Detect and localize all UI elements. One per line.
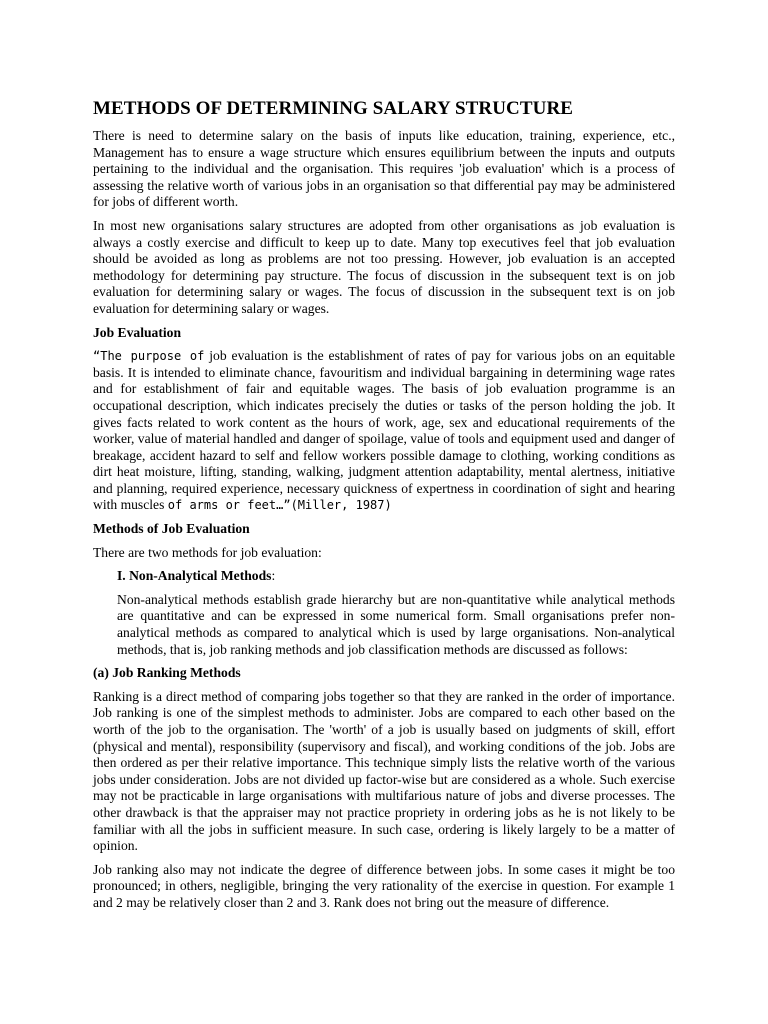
- job-ranking-paragraph-1: Ranking is a direct method of comparing jobs together so that they are ranked in the order of importance. Job ranking is one of the simplest methods to administer. Jobs are compared to each other based on the worth of the job to the organisation. The 'worth' of a job is usually based on judgments of skill, effort (physical and mental), responsibility (supervisory and fiscal), and working conditions of the job. Jobs are then ordered as per their relative importance. This technique simply lists the relative worth of the various jobs under consideration. Jobs are not divided up factor-wise but are considered as a whole. Such exercise may not be practicable in large organisations with multifarious nature of jobs and diverse processes. The other drawback is that the appraiser may not practice propriety in ordering jobs as he is not likely to be familiar with all the jobs in sufficient measure. In such case, ordering is likely largely to be a matter of opinion.: [93, 688, 675, 854]
- job-ranking-paragraph-2: Job ranking also may not indicate the degree of difference between jobs. In some cases it might be too pronounced; in others, negligible, bringing the very rationality of the exercise in question. For example 1 and 2 may be relatively closer than 2 and 3. Rank does not bring out the measure of difference.: [93, 861, 675, 910]
- document-page: [93, 97, 675, 919]
- job-evaluation-heading: Job Evaluation: [93, 324, 182, 340]
- methods-heading: Methods of Job Evaluation: [93, 521, 250, 537]
- non-analytical-heading-line: [117, 568, 675, 585]
- intro-paragraph-2: In most new organisations salary structures are adopted from other organisations as job evaluation is always a costly exercise and difficult to keep up to date. Many top executives feel that job evaluation should be avoided as long as problems are not too pressing. However, job evaluation is an accepted methodology for determining pay structure. The focus of discussion in the subsequent text is on job evaluation for determining salary or wages. The focus of discussion in the subsequent text is on job evaluation for determining salary or wages.: [93, 217, 675, 316]
- intro-paragraph-1: There is need to determine salary on the basis of inputs like education, training, experience, etc., Management has to ensure a wage structure which ensures equilibrium between the inputs and outputs pertaining to the individual and the organisation. This requires 'job evaluation' which is a process of assessing the relative worth of various jobs in an organisation so that differential pay may be administered for jobs of different worth.: [93, 128, 675, 210]
- page-title: METHODS OF DETERMINING SALARY STRUCTURE: [93, 98, 574, 119]
- non-analytical-heading: I. Non-Analytical Methods: [117, 568, 272, 584]
- job-evaluation-quote: [93, 348, 675, 514]
- job-ranking-heading: (a) Job Ranking Methods: [93, 665, 241, 681]
- quote-opening: “The purpose of: [93, 349, 205, 364]
- quote-body: job evaluation is the establishment of rates of pay for various jobs on an equitable basis. It is intended to eliminate chance, favouritism and individual bargaining in determining wage rates and for establishment of fair and equitable wages. The basis of job evaluation programme is an occupational description, which indicates precisely the duties or tasks of the person holding the job. It gives facts related to work content as the hours of work, age, sex and educational requirements of the worker, value of material handled and danger of spoilage, value of tools and equipment used and danger of breakage, accident hazard to self and fellow workers possible damage to clothing, working conditions as dirt heat moisture, lifting, standing, walking, judgment attention adaptability, mental alertness, initiative and planning, required experience, necessary quickness of expertness in coordination of sight and hearing with muscles: [93, 348, 675, 513]
- non-analytical-colon: :: [271, 568, 276, 584]
- methods-intro: There are two methods for job evaluation:: [93, 544, 322, 560]
- non-analytical-text: Non-analytical methods establish grade hierarchy but are non-quantitative while analytical methods are quantitative and can be expressed in some numerical form. Small organisations prefer non-analytical methods as compared to analytical which is used by large organisations. Non-analytical methods, that is, job ranking methods and job classification methods are discussed as follows:: [117, 591, 675, 657]
- quote-closing: of arms or feet…”(Miller, 1987): [167, 498, 392, 513]
